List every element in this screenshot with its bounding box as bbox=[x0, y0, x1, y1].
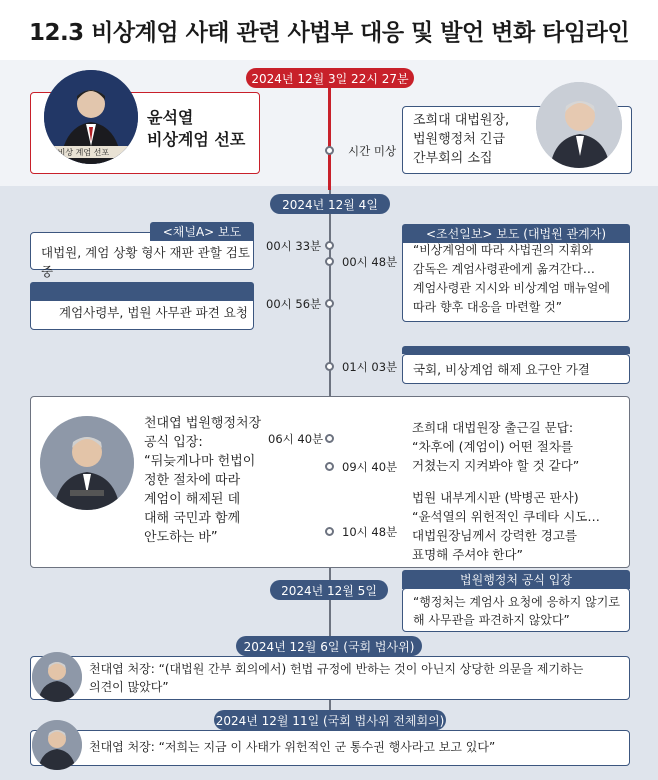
date-pill-dec4: 2024년 12월 4일 bbox=[270, 194, 390, 214]
channel-a-header: <채널A> 보도 bbox=[150, 222, 254, 241]
cheon-photo-small-icon bbox=[32, 720, 82, 770]
event-jo-meeting-text: 조희대 대법원장, 법원행정처 긴급 간부회의 소집 bbox=[413, 113, 510, 166]
assembly-text: 국회, 비상계엄 해제 요구안 가결 bbox=[413, 362, 590, 377]
cheon-photo-small-icon bbox=[32, 652, 82, 702]
time-0033: 00시 33분 bbox=[266, 239, 322, 253]
timeline-dot bbox=[325, 299, 334, 308]
event-box-dec5 bbox=[402, 588, 630, 632]
time-1048: 10시 48분 bbox=[342, 525, 398, 539]
event-box-dec11 bbox=[30, 730, 630, 766]
dec6-text: 천대엽 처장: “(대법원 간부 회의에서) 헌법 규정에 반하는 것이 아닌지 상당한 의문을 제기하는 의견이 많았다” bbox=[89, 662, 584, 694]
photo-caption: "비상 계엄 선포 bbox=[54, 148, 110, 157]
event-box-assembly bbox=[402, 354, 630, 384]
date-pill-dec6: 2024년 12월 6일 (국회 법사위) bbox=[236, 636, 422, 656]
dec11-text: 천대엽 처장: “저희는 지금 이 사태가 위헌적인 군 통수권 행사라고 보고 있다” bbox=[89, 740, 496, 754]
chosun-text: “비상계엄에 따라 사법권의 지휘와 감독은 계엄사령관에게 옮겨간다… 계엄사령관 지시와 비상계엄 매뉴얼에 따라 향후 대응을 마련할 것” bbox=[413, 243, 610, 314]
dec5-header: 법원행정처 공식 입장 bbox=[402, 570, 630, 589]
timeline-dot bbox=[325, 241, 334, 250]
time-0103: 01시 03분 bbox=[342, 360, 398, 374]
time-0048: 00시 48분 bbox=[342, 255, 398, 269]
timeline-dot bbox=[325, 434, 334, 443]
time-0056: 00시 56분 bbox=[266, 297, 322, 311]
timeline-dot bbox=[325, 257, 334, 266]
timeline-dot bbox=[325, 527, 334, 536]
timeline-dot bbox=[325, 362, 334, 371]
date-pill-dec3: 2024년 12월 3일 22시 27분 bbox=[246, 68, 414, 88]
dec5-text: “행정처는 계엄사 요청에 응하지 않기로 해 사무관을 파견하지 않았다” bbox=[413, 595, 620, 627]
channel-a-text: 대법원, 계엄 상황 형사 재판 관할 검토중 bbox=[41, 245, 250, 279]
martial-request-text: 계엄사령부, 법원 사무관 파견 요청 bbox=[59, 305, 248, 320]
time-label-unknown: 시간 미상 bbox=[348, 144, 397, 158]
cheon-photo-icon bbox=[40, 416, 134, 510]
assembly-header bbox=[402, 346, 630, 354]
date-pill-dec5: 2024년 12월 5일 bbox=[270, 580, 388, 600]
timeline-dot bbox=[325, 462, 334, 471]
jo-commute-text: 조희대 대법원장 출근길 문답: “차후에 (계엄이) 어떤 절차를 거쳤는지 지켜봐야 할 것 같다” bbox=[412, 420, 580, 473]
cheon-statement-text: 천대엽 법원행정처장 공식 입장: “뒤늦게나마 헌법이 정한 절차에 따라 계엄이 해제된 데 대해 국민과 함께 안도하는 바” bbox=[144, 416, 262, 545]
jo-photo-icon bbox=[536, 82, 622, 168]
timeline-dot bbox=[325, 146, 334, 155]
date-pill-dec11: 2024년 12월 11일 (국회 법사위 전체회의) bbox=[214, 710, 446, 730]
event-box-dec6 bbox=[30, 656, 630, 700]
chosun-header: <조선일보> 보도 (대법원 관계자) bbox=[402, 224, 630, 243]
timeline-spine-red bbox=[328, 78, 331, 190]
event-yoon-text: 윤석열 비상계엄 선포 bbox=[147, 108, 246, 149]
time-0940: 09시 40분 bbox=[342, 460, 398, 474]
event-box-chosun bbox=[402, 234, 630, 322]
martial-request-header bbox=[30, 282, 254, 301]
page-title: 12.3 비상계엄 사태 관련 사법부 대응 및 발언 변화 타임라인 bbox=[0, 0, 658, 60]
yoon-photo-icon bbox=[44, 70, 138, 164]
time-0640: 06시 40분 bbox=[268, 432, 324, 446]
internal-board-text: 법원 내부게시판 (박병곤 판사) “윤석열의 위헌적인 쿠데타 시도… 대법원장님께서 강력한 경고를 표명해 주셔야 한다” bbox=[412, 490, 600, 562]
